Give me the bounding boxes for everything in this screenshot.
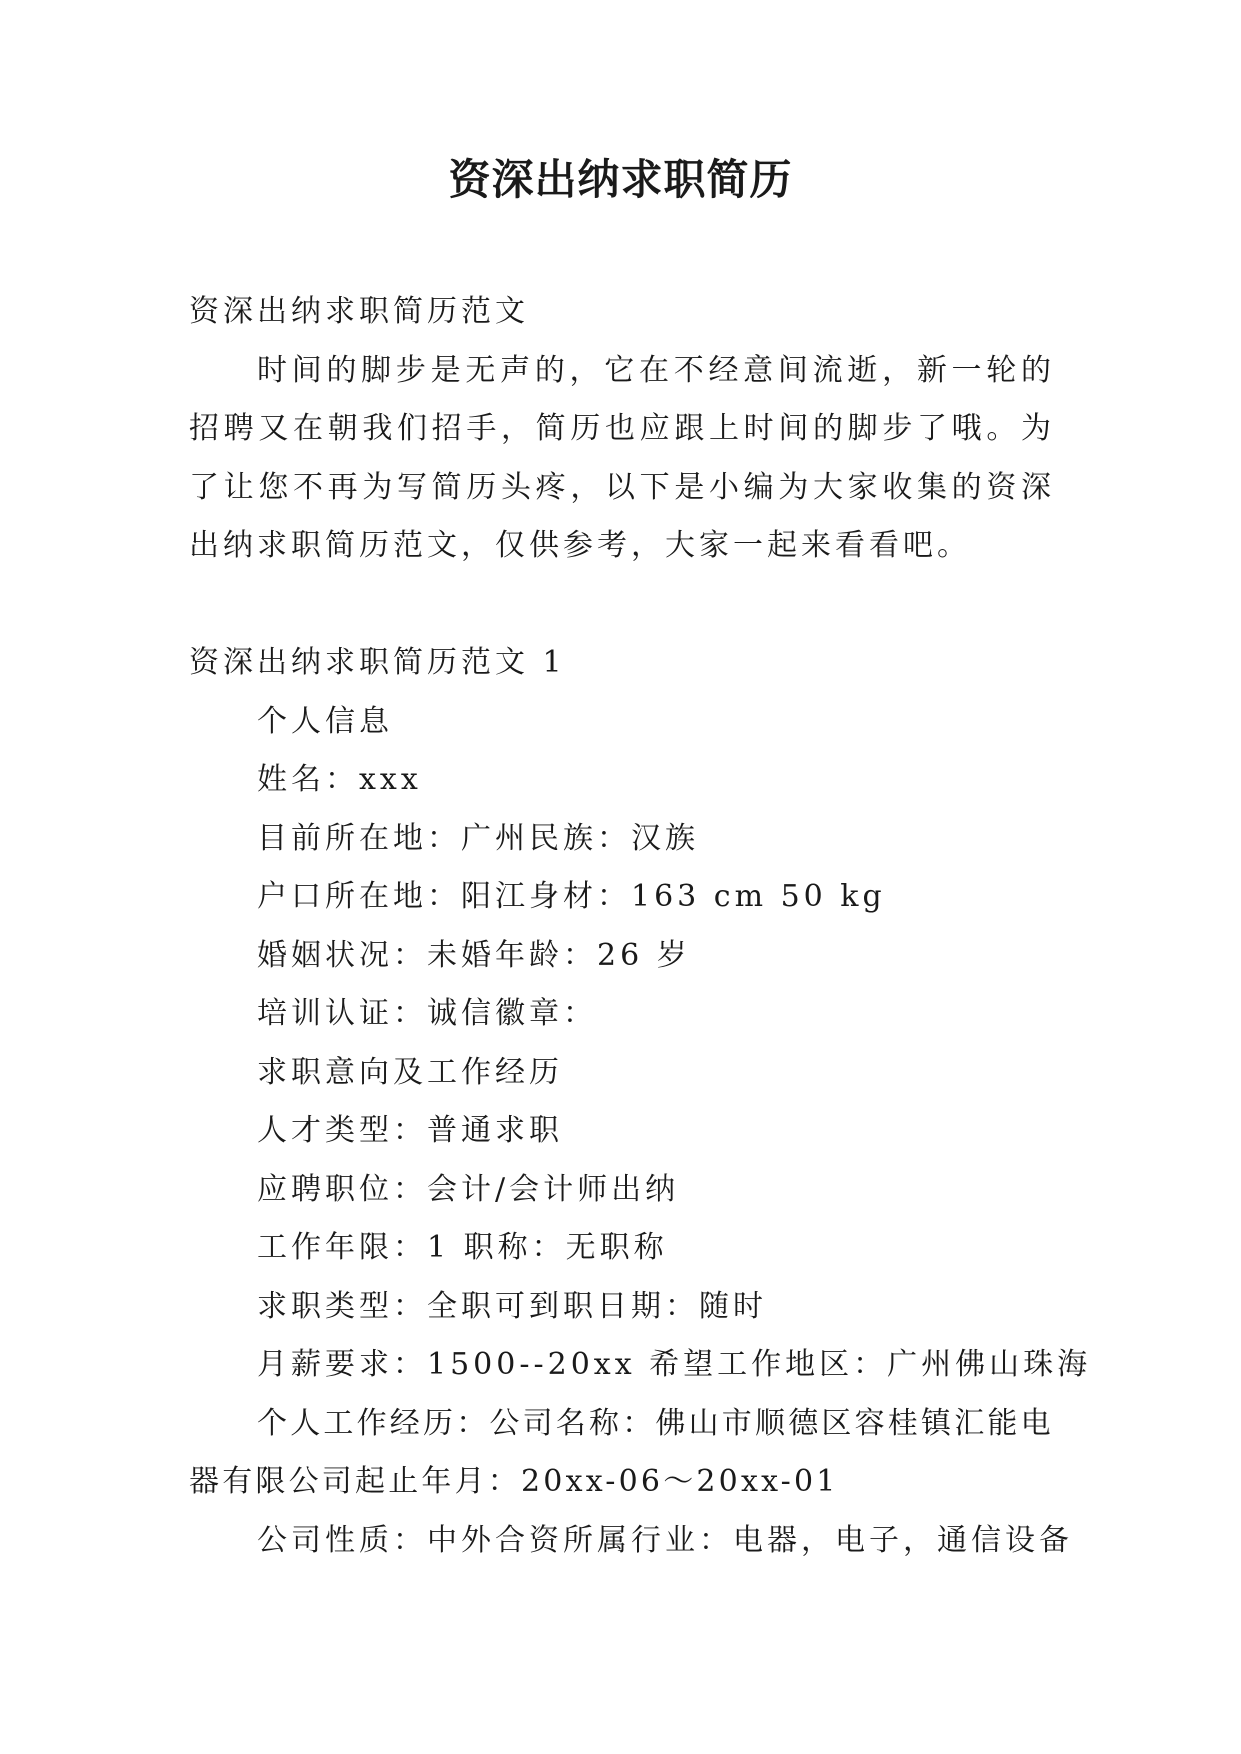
document-body [189, 283, 1092, 1570]
document-title: 资深出纳求职简历 [448, 155, 793, 204]
info-heading: 个人信息 [257, 703, 393, 739]
position-line: 应聘职位：会计/会计师出纳 [257, 1171, 680, 1207]
salary-line: 月薪要求：1500--20xx 希望工作地区：广州佛山珠海 [257, 1347, 1092, 1382]
company-nature-line: 公司性质：中外合资所属行业：电器，电子，通信设备 [257, 1522, 1073, 1558]
intro-paragraph: 时间的脚步是无声的，它在不经意间流逝，新一轮的招聘又在朝我们招手，简历也应跟上时间的脚步了哦。为了让您不再为写简历头疼，以下是小编为大家收集的资深出纳求职简历范文，仅供参考，大家一起来看看吧。 [189, 352, 1055, 563]
years-line: 工作年限：1 职称：无职称 [257, 1230, 668, 1265]
talent-type-line: 人才类型：普通求职 [257, 1113, 563, 1148]
name-line: 姓名：xxx [257, 762, 422, 797]
hukou-line: 户口所在地：阳江身材：163 cm 50 kg [257, 879, 886, 914]
work-history-paragraph: 个人工作经历：公司名称：佛山市顺德区容桂镇汇能电器有限公司起止年月：20xx-06～20xx-01 [189, 1405, 1054, 1499]
training-line: 培训认证：诚信徽章： [257, 996, 597, 1031]
location-line: 目前所在地：广州民族：汉族 [257, 820, 699, 856]
spacer [189, 576, 1055, 635]
subtitle: 资深出纳求职简历范文 [189, 294, 529, 329]
section-heading: 资深出纳求职简历范文 1 [189, 645, 566, 680]
marital-line: 婚姻状况：未婚年龄：26 岁 [257, 937, 691, 973]
intent-heading: 求职意向及工作经历 [257, 1054, 563, 1090]
job-type-line: 求职类型：全职可到职日期：随时 [257, 1288, 767, 1324]
